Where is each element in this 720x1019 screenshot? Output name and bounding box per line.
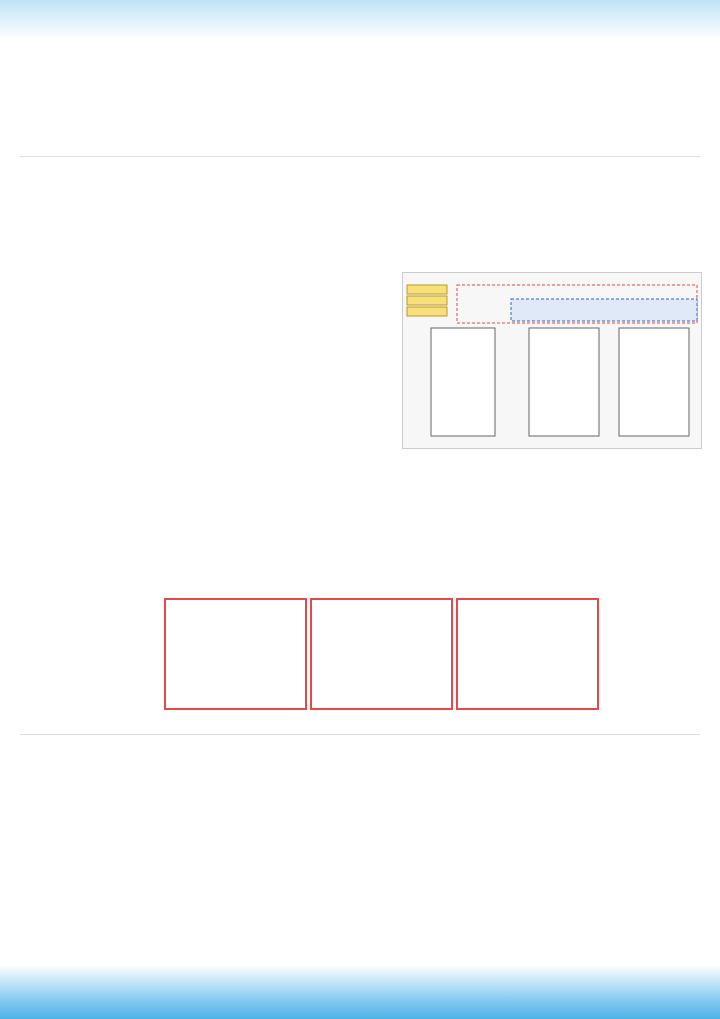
plutchik-wheel-3 (456, 598, 599, 710)
divider (20, 156, 700, 157)
architecture-diagram (402, 272, 702, 449)
left-card-1 (407, 285, 447, 294)
sense-box (529, 328, 599, 436)
plutchik-wheel-1 (164, 598, 307, 710)
memory-box (431, 328, 495, 436)
flow-band (511, 299, 697, 321)
top-gradient-band (0, 0, 720, 40)
left-card-3 (407, 307, 447, 316)
plutchik-wheel-2 (310, 598, 453, 710)
divider-2 (20, 734, 700, 735)
bottom-gradient-band (0, 965, 720, 1019)
left-card-2 (407, 296, 447, 305)
learning-box (619, 328, 689, 436)
